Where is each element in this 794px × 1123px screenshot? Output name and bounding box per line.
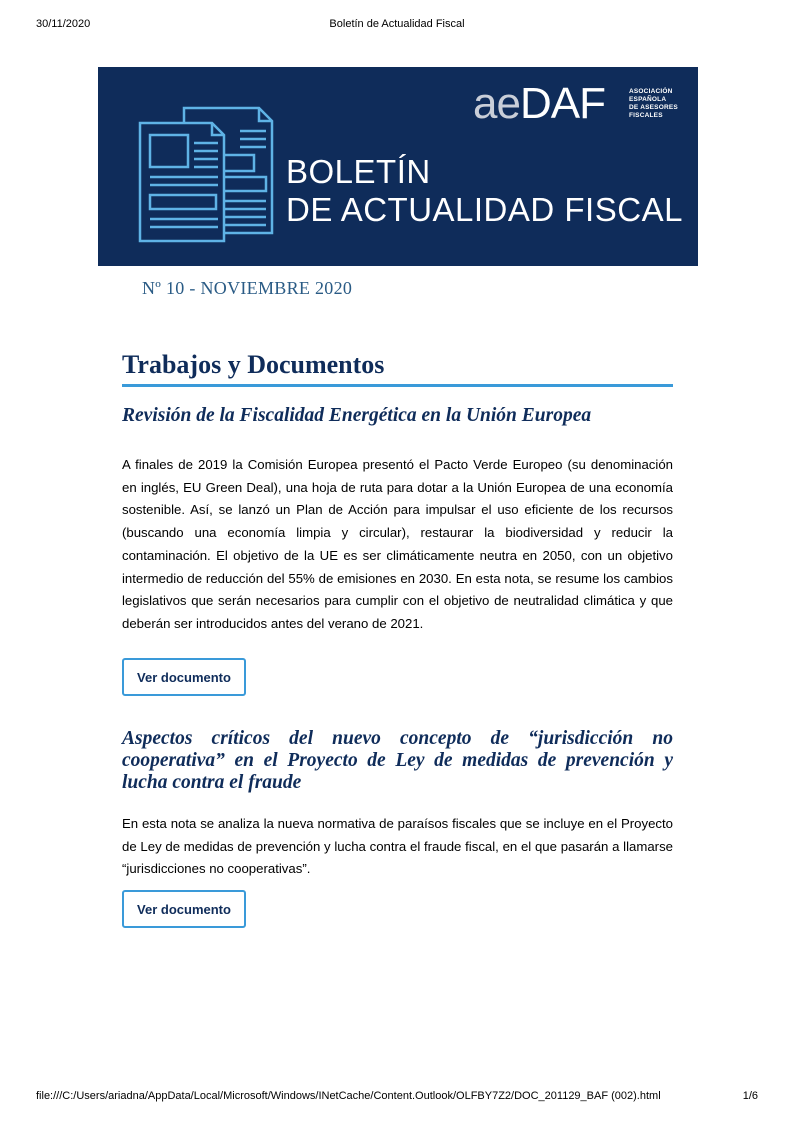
article-title: Aspectos críticos del nuevo concepto de “jurisdicción no cooperativa” en el Proyecto de Ley de medidas de prevención y lucha contra el fraude	[122, 728, 673, 793]
banner-title: BOLETÍN DE ACTUALIDAD FISCAL	[286, 153, 683, 228]
view-document-button[interactable]: Ver documento	[122, 890, 246, 928]
article-body: En esta nota se analiza la nueva normativa de paraísos fiscales que se incluye en el Proyecto de Ley de medidas de prevención y lucha contra el fraude fiscal, en el que pasarán a llamarse “jurisdicciones no cooperativas”.	[122, 816, 673, 877]
documents-icon	[134, 103, 274, 243]
section-title: Trabajos y Documentos	[122, 350, 385, 379]
section-divider	[122, 384, 673, 387]
article	[122, 728, 673, 881]
page-number: 1/6	[742, 1090, 758, 1102]
print-title: Boletín de Actualidad Fiscal	[329, 18, 465, 30]
issue-number: Nº 10 - NOVIEMBRE 2020	[142, 278, 353, 298]
article	[122, 405, 673, 636]
logo-subtitle: ASOCIACIÓN ESPAÑOLA DE ASESORES FISCALES	[629, 88, 678, 119]
view-document-button[interactable]: Ver documento	[122, 658, 246, 696]
file-path: file:///C:/Users/ariadna/AppData/Local/Microsoft/Windows/INetCache/Content.Outlook/OLFBY7Z2/DOC_201129_BAF (002).html	[36, 1090, 661, 1102]
print-date: 30/11/2020	[36, 18, 91, 30]
article-body: A finales de 2019 la Comisión Europea presentó el Pacto Verde Europeo (su denominación en inglés, EU Green Deal), una hoja de ruta para dotar a la Unión Europea de una economía sostenible. Así, se lanzó un Plan de Acción para impulsar el uso eficiente de los recursos (buscando una economía limpia y circular), restaurar la biodiversidad y reducir la contaminación. El objetivo de la UE es ser climáticamente neutra en 2050, con un objetivo intermedio de reducción del 55% de emisiones en 2030. En esta nota, se resume los cambios legislativos que serán necesarios para cumplir con el objetivo de neutralidad climática y que deberán ser introducidos antes del verano de 2021.	[122, 457, 673, 631]
logo-wordmark: aeDAF	[473, 79, 605, 128]
newsletter-banner	[98, 67, 698, 266]
article-title: Revisión de la Fiscalidad Energética en la Unión Europea	[122, 405, 592, 426]
